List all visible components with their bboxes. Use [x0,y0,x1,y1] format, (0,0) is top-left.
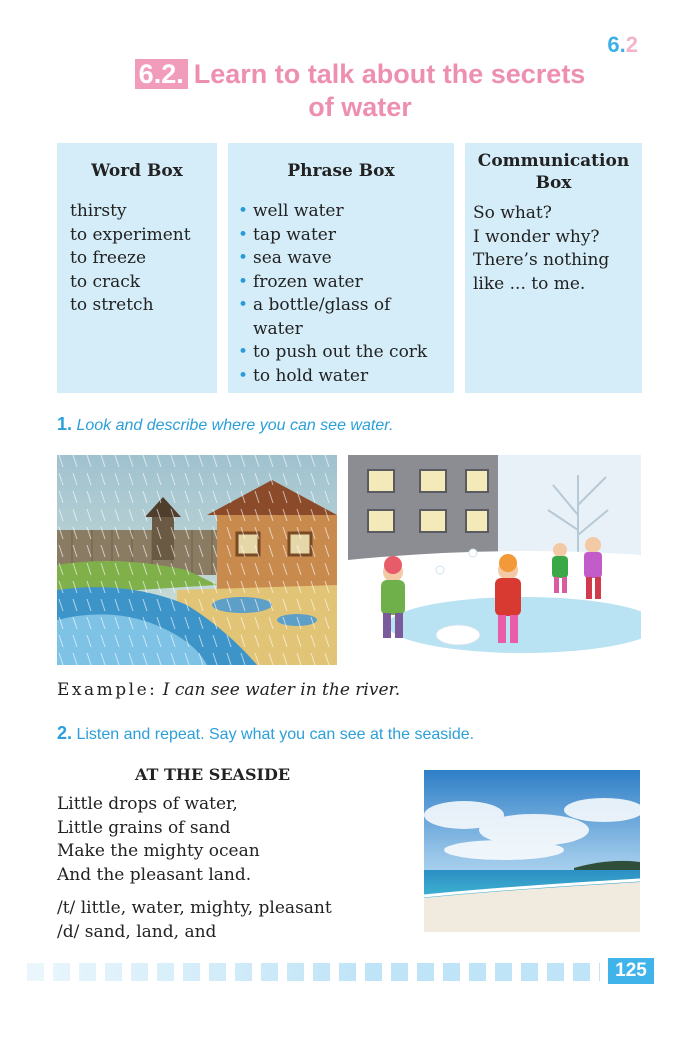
corner-main: 6. [607,32,626,57]
bullet-icon: • [238,271,249,292]
list-item: • frozen water [236,271,454,295]
title-line-1: Learn to talk about the secrets [193,59,586,89]
communication-box-heading: Communication Box [477,151,630,193]
list-item: • sea wave [236,247,454,271]
example-label: Example: [57,680,158,700]
bullet-icon: • [238,342,249,362]
lesson-title [80,58,640,124]
list-item: • a bottle/glass of [236,294,454,318]
example-sentence [57,680,400,700]
word-box-heading: Word Box [91,161,183,181]
list-item: to crack [70,271,141,292]
lesson-number-badge: 6.2. [135,59,188,89]
list-item: • tap water [236,224,454,248]
phrase-box-list [236,200,454,388]
winter-children-illustration [348,455,641,667]
list-item: I wonder why? [473,226,600,247]
task-number: 1. [57,414,73,434]
communication-box [465,143,642,393]
phonetics-line: /t/ little, water, mighty, pleasant [57,898,332,918]
phonetics-lines [57,897,332,944]
task-text: Look and describe where you can see water. [76,417,394,434]
seaside-photo [424,770,640,932]
bullet-icon: • [238,248,249,268]
page-number: 125 [608,958,654,984]
list-item: • well water [236,200,454,224]
bullet-icon: • [238,365,249,386]
title-line-2: of water [308,92,412,122]
list-item: • to hold water [236,365,454,389]
corner-sub: 2 [625,32,638,57]
communication-box-list [473,202,642,296]
task-text: Listen and repeat. Say what you can see at the seaside. [76,726,475,743]
list-item: like ... to me. [473,273,586,294]
poem-line: Little grains of sand [57,817,231,838]
task-1 [57,414,393,435]
poem-line: Little drops of water, [57,794,238,814]
example-text: I can see water in the river. [162,680,401,700]
word-box [57,143,217,393]
bullet-icon: • [238,201,249,221]
task-2 [57,723,474,744]
poem-body [57,793,260,887]
word-box-list [70,200,217,318]
list-item: So what? [473,203,552,223]
list-item: • to push out the cork [236,341,454,365]
task-number: 2. [57,723,73,743]
list-item: thirsty [70,201,127,221]
list-item: to freeze [70,248,147,268]
phrase-box [228,143,454,393]
phonetics-line: /d/ sand, land, and [57,921,217,942]
lesson-corner-label [607,32,638,58]
list-item: to stretch [70,295,154,315]
phrase-box-heading: Phrase Box [287,161,395,181]
bullet-icon: • [238,295,249,315]
list-item: to experiment [70,224,191,245]
rain-village-illustration [57,455,337,665]
poem-line: Make the mighty ocean [57,841,260,861]
poem-line: And the pleasant land. [57,864,252,885]
bullet-icon: • [238,224,249,245]
poem-title: AT THE SEASIDE [135,765,291,784]
list-item: There’s nothing [473,250,610,270]
list-item: water [253,318,303,339]
footer-strip-fade [18,963,600,981]
